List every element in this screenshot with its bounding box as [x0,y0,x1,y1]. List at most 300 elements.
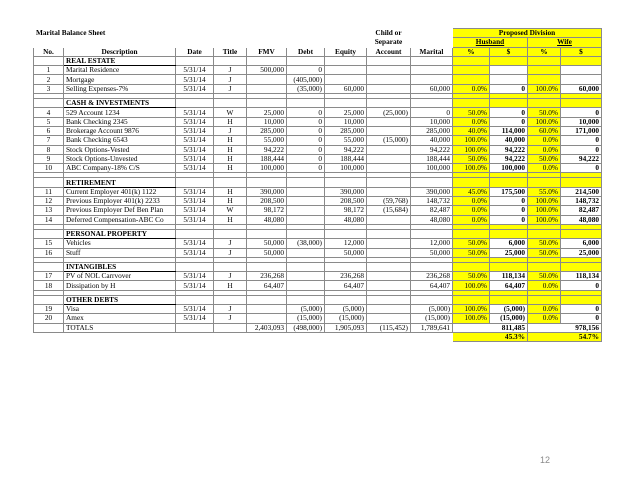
wife-amount: 0 [561,164,602,173]
section-title: REAL ESTATE [64,56,176,65]
empty-cell [411,99,453,108]
wife-percent: 100.0% [528,206,561,215]
empty-cell [367,262,411,271]
item-marital: 0 [411,108,453,117]
item-marital: 148,732 [411,197,453,206]
empty-cell [325,178,367,187]
empty-cell [367,99,411,108]
item-separate-account [367,272,411,281]
empty-cell [247,178,287,187]
item-marital: (5,000) [411,305,453,314]
item-fmv [247,75,287,84]
empty-cell [247,295,287,304]
empty-cell [214,56,247,65]
wife-amount: 6,000 [561,239,602,248]
item-separate-account [367,187,411,196]
item-marital: 188,444 [411,154,453,163]
item-equity: 60,000 [325,84,367,93]
table-row [34,66,602,75]
item-title: J [214,305,247,314]
wife-amount: 148,732 [561,197,602,206]
wife-percent: 100.0% [528,117,561,126]
empty-cell [287,99,325,108]
husband-amount: 100,000 [490,164,528,173]
wife-amount: 0 [561,281,602,290]
table-row [34,215,602,224]
separate-label: Separate [374,37,403,47]
empty-cell [561,56,602,65]
empty-cell [490,229,528,238]
table-row [34,136,602,145]
empty-cell [411,332,453,341]
empty-cell [490,56,528,65]
wife-percent: 50.0% [528,108,561,117]
table-row [34,197,602,206]
empty-cell [176,332,214,341]
section-header-row [34,295,602,304]
item-marital: 48,080 [411,215,453,224]
husband-percent: 50.0% [453,239,490,248]
empty-cell [325,56,367,65]
empty-cell [247,56,287,65]
husband-amount: 0 [490,197,528,206]
empty-cell [528,262,561,271]
item-date: 5/31/14 [176,117,214,126]
item-fmv: 236,268 [247,272,287,281]
item-equity: 98,172 [325,206,367,215]
wife-amount: 25,000 [561,248,602,257]
item-number: 6 [34,126,64,135]
wife-label: Wife [528,38,602,47]
item-date: 5/31/14 [176,305,214,314]
item-date: 5/31/14 [176,248,214,257]
empty-cell [528,295,561,304]
wife-percent: 100.0% [528,215,561,224]
column-header: Title [214,47,247,56]
item-separate-account [367,66,411,75]
empty-cell [528,178,561,187]
empty-cell [325,99,367,108]
empty-cell [325,332,367,341]
husband-amount: 175,500 [490,187,528,196]
empty-cell [490,262,528,271]
wife-percent: 100.0% [528,197,561,206]
item-equity: 10,000 [325,117,367,126]
wife-amount: 48,080 [561,215,602,224]
table-row [34,248,602,257]
item-title: J [214,272,247,281]
empty-cell [34,56,64,65]
item-equity: 236,268 [325,272,367,281]
item-equity: 64,407 [325,281,367,290]
husband-amount: 0 [490,215,528,224]
item-fmv [247,305,287,314]
item-description: PV of NOL Carrvover [64,272,176,281]
husband-percent: 0.0% [453,206,490,215]
husband-amount: 94,222 [490,154,528,163]
empty-cell [490,295,528,304]
wife-percent: 0.0% [528,281,561,290]
husband-percent: 100.0% [453,281,490,290]
item-date: 5/31/14 [176,75,214,84]
item-fmv: 208,500 [247,197,287,206]
empty-cell [453,56,490,65]
item-debt: 0 [287,108,325,117]
section-header-row [34,99,602,108]
empty-cell [287,262,325,271]
item-equity: 48,080 [325,215,367,224]
item-date: 5/31/14 [176,164,214,173]
item-marital: 100,000 [411,164,453,173]
item-description: Previous Employer 401(k) 2233 [64,197,176,206]
totals-label: TOTALS [64,323,176,332]
empty-cell [411,56,453,65]
item-date: 5/31/14 [176,206,214,215]
item-marital: 94,222 [411,145,453,154]
table-row [34,108,602,117]
item-equity: 208,500 [325,197,367,206]
item-description: Dissipation by H [64,281,176,290]
husband-amount: 0 [490,84,528,93]
item-number: 4 [34,108,64,117]
column-header: Description [64,47,176,56]
empty-cell [247,99,287,108]
wife-amount [561,66,602,75]
item-title: W [214,206,247,215]
table-row [34,272,602,281]
item-equity: 390,000 [325,187,367,196]
empty-cell [34,229,64,238]
item-equity: 55,000 [325,136,367,145]
husband-percent: 50.0% [453,154,490,163]
husband-amount: 0 [490,108,528,117]
table-row [34,187,602,196]
item-date: 5/31/14 [176,154,214,163]
item-separate-account [367,215,411,224]
empty-cell [528,99,561,108]
total-equity: 1,905,093 [325,323,367,332]
table-row [34,206,602,215]
wife-percent: 50.0% [528,239,561,248]
item-number: 7 [34,136,64,145]
empty-cell [287,56,325,65]
item-fmv: 500,000 [247,66,287,75]
item-date: 5/31/14 [176,136,214,145]
empty-cell [176,262,214,271]
item-separate-account [367,239,411,248]
page-number: 12 [539,455,550,465]
item-debt [287,187,325,196]
empty-cell [561,295,602,304]
husband-amount: 0 [490,206,528,215]
wife-amount [561,75,602,84]
item-separate-account: (15,000) [367,136,411,145]
item-fmv: 98,172 [247,206,287,215]
sheet-title: Marital Balance Sheet [36,28,106,38]
wife-amount: 94,222 [561,154,602,163]
empty-cell [561,99,602,108]
empty-cell [561,229,602,238]
column-header: Date [176,47,214,56]
wife-percent: 0.0% [528,164,561,173]
wife-percent [528,75,561,84]
item-debt [287,197,325,206]
item-description: Brokerage Account 9876 [64,126,176,135]
item-date: 5/31/14 [176,314,214,323]
title-row [34,29,602,38]
table-row [34,126,602,135]
column-header: $ [490,47,528,56]
item-description: Vehicles [64,239,176,248]
column-header: No. [34,47,64,56]
item-number: 17 [34,272,64,281]
empty-cell [34,262,64,271]
wife-percent: 100.0% [528,84,561,93]
empty-cell [34,295,64,304]
item-number: 18 [34,281,64,290]
item-title: H [214,154,247,163]
item-number: 15 [34,239,64,248]
table-row [34,314,602,323]
empty-cell [453,178,490,187]
item-marital: 10,000 [411,117,453,126]
item-description: Stock Options-Unvested [64,154,176,163]
item-number: 1 [34,66,64,75]
item-marital: 236,268 [411,272,453,281]
item-debt: 0 [287,164,325,173]
item-fmv [247,84,287,93]
item-number: 19 [34,305,64,314]
empty-cell [453,295,490,304]
item-date: 5/31/14 [176,197,214,206]
empty-cell [64,332,176,341]
empty-cell [214,229,247,238]
item-number: 8 [34,145,64,154]
item-debt: (405,000) [287,75,325,84]
item-separate-account [367,126,411,135]
item-description: Mortgage [64,75,176,84]
item-description: Previous Employer Def Ben Plan [64,206,176,215]
husband-percent: 50.0% [453,108,490,117]
table-row [34,239,602,248]
item-title: H [214,164,247,173]
item-separate-account [367,145,411,154]
item-separate-account [367,154,411,163]
wife-percent: 0.0% [528,305,561,314]
item-title: H [214,281,247,290]
empty-cell [453,229,490,238]
empty-cell [214,323,247,332]
section-header-row [34,56,602,65]
item-number: 11 [34,187,64,196]
item-marital: (15,000) [411,314,453,323]
item-debt [287,206,325,215]
item-title: J [214,239,247,248]
item-equity: 188,444 [325,154,367,163]
empty-cell [214,99,247,108]
item-title: J [214,314,247,323]
item-equity: (5,000) [325,305,367,314]
husband-amount [490,66,528,75]
item-separate-account [367,117,411,126]
section-title: INTANGIBLES [64,262,176,271]
item-marital: 82,487 [411,206,453,215]
item-debt [287,215,325,224]
item-separate-account: (15,684) [367,206,411,215]
husband-amount: 94,222 [490,145,528,154]
total-fmv: 2,403,093 [247,323,287,332]
item-marital: 60,000 [411,84,453,93]
item-description: Amex [64,314,176,323]
empty-cell [367,178,411,187]
husband-percent [453,75,490,84]
husband-total-percent: 45.3% [453,332,528,341]
total-separate-account: (115,452) [367,323,411,332]
item-number: 14 [34,215,64,224]
empty-cell [34,332,64,341]
item-separate-account [367,305,411,314]
empty-cell [367,229,411,238]
table-row [34,84,602,93]
item-title: W [214,108,247,117]
item-separate-account: (25,000) [367,108,411,117]
item-description: Selling Expenses-7% [64,84,176,93]
item-equity: 94,222 [325,145,367,154]
item-marital: 285,000 [411,126,453,135]
empty-cell [453,99,490,108]
empty-cell [214,178,247,187]
totals-row [34,323,602,332]
item-separate-account [367,164,411,173]
item-number: 3 [34,84,64,93]
husband-percent: 100.0% [453,136,490,145]
husband-amount: 40,000 [490,136,528,145]
empty-cell [561,262,602,271]
husband-amount: 114,000 [490,126,528,135]
section-header-row [34,262,602,271]
item-fmv [247,314,287,323]
total-debt: (498,000) [287,323,325,332]
column-header: % [453,47,490,56]
proposed-division-label: Proposed Division [453,29,602,38]
empty-cell [176,178,214,187]
table-row [34,164,602,173]
empty-cell [176,295,214,304]
item-debt: (38,000) [287,239,325,248]
item-date: 5/31/14 [176,145,214,154]
item-date: 5/31/14 [176,239,214,248]
item-fmv: 94,222 [247,145,287,154]
wife-percent: 0.0% [528,136,561,145]
empty-cell [490,99,528,108]
item-marital [411,66,453,75]
husband-amount [490,75,528,84]
item-title: H [214,136,247,145]
section-header-row [34,178,602,187]
empty-cell [528,56,561,65]
husband-percent: 0.0% [453,197,490,206]
husband-percent: 100.0% [453,314,490,323]
empty-cell [325,262,367,271]
item-date: 5/31/14 [176,281,214,290]
item-fmv: 50,000 [247,248,287,257]
item-marital: 64,407 [411,281,453,290]
item-description: Visa [64,305,176,314]
empty-cell [411,178,453,187]
item-title: J [214,66,247,75]
empty-cell [287,178,325,187]
empty-cell [214,262,247,271]
item-title: J [214,248,247,257]
husband-amount: (5,000) [490,305,528,314]
empty-cell [214,332,247,341]
item-equity: 12,000 [325,239,367,248]
table-row [34,305,602,314]
item-description: Stuff [64,248,176,257]
item-fmv: 285,000 [247,126,287,135]
empty-cell [287,229,325,238]
item-number: 16 [34,248,64,257]
wife-amount: 0 [561,314,602,323]
empty-cell [325,295,367,304]
table-row [34,145,602,154]
empty-cell [367,332,411,341]
column-header: FMV [247,47,287,56]
column-header: Equity [325,47,367,56]
item-date: 5/31/14 [176,66,214,75]
empty-cell [411,262,453,271]
item-debt: 0 [287,117,325,126]
item-number: 5 [34,117,64,126]
item-description: Current Employer 401(k) 1122 [64,187,176,196]
husband-percent: 0.0% [453,117,490,126]
section-title: OTHER DEBTS [64,295,176,304]
item-separate-account [367,314,411,323]
column-header: $ [561,47,602,56]
empty-cell [247,332,287,341]
item-description: Bank Checking 6543 [64,136,176,145]
item-separate-account [367,84,411,93]
empty-cell [287,332,325,341]
husband-amount: 25,000 [490,248,528,257]
item-title: H [214,197,247,206]
husband-amount: 118,134 [490,272,528,281]
item-equity: 50,000 [325,248,367,257]
wife-amount: 0 [561,108,602,117]
item-fmv: 10,000 [247,117,287,126]
item-date: 5/31/14 [176,126,214,135]
section-title: PERSONAL PROPERTY [64,229,176,238]
husband-percent: 50.0% [453,248,490,257]
wife-percent: 55.0% [528,187,561,196]
wife-percent: 0.0% [528,145,561,154]
item-debt: 0 [287,145,325,154]
empty-cell [528,229,561,238]
empty-cell [176,99,214,108]
husband-total: 811,485 [453,323,528,332]
husband-percent: 45.0% [453,187,490,196]
item-description: Deferred Compensation-ABC Co [64,215,176,224]
item-marital: 12,000 [411,239,453,248]
item-separate-account [367,75,411,84]
item-debt: (5,000) [287,305,325,314]
husband-amount: (15,000) [490,314,528,323]
empty-cell [34,99,64,108]
husband-percent: 40.0% [453,126,490,135]
wife-amount: 118,134 [561,272,602,281]
empty-cell [325,229,367,238]
empty-cell [367,295,411,304]
